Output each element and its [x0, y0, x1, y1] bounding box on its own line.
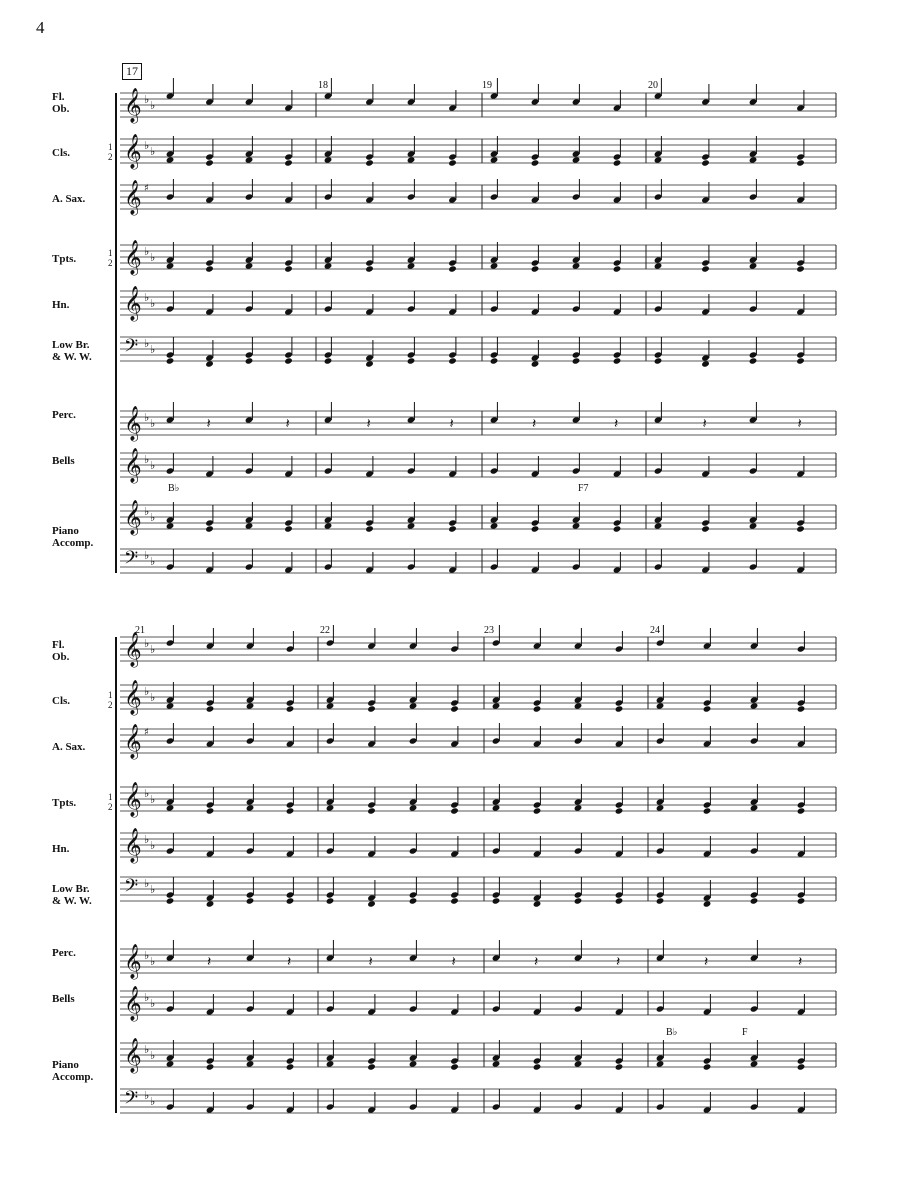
note-head: [326, 897, 335, 904]
chord-symbol: B♭: [168, 483, 180, 494]
flat-icon: ♭: [144, 291, 150, 304]
note-head: [286, 807, 295, 814]
note-head: [246, 804, 255, 811]
note-head: [750, 1060, 759, 1067]
note-head: [750, 897, 759, 904]
note-head: [701, 265, 710, 272]
voice-number: 2: [108, 152, 113, 162]
note-head: [750, 702, 759, 709]
note-head: [703, 1063, 712, 1070]
page-number: 4: [36, 18, 45, 37]
flat-icon: ♭: [150, 955, 156, 968]
note-head: [407, 357, 416, 364]
note-head: [572, 156, 581, 163]
voice-number: 2: [108, 258, 113, 268]
note-head: [615, 807, 624, 814]
instrument-label-piano: Piano Accomp.: [52, 525, 94, 549]
note-head: [572, 357, 581, 364]
note-head: [703, 900, 712, 907]
quarter-rest-icon: 𝄽: [616, 954, 621, 970]
flat-icon: ♭: [144, 549, 150, 562]
note-head: [531, 265, 540, 272]
note-head: [492, 804, 501, 811]
note-head: [701, 525, 710, 532]
notation-system-1: [0, 55, 900, 585]
note-head: [797, 807, 806, 814]
note-head: [450, 897, 459, 904]
note-head: [613, 357, 622, 364]
note-head: [490, 262, 499, 269]
note-head: [749, 357, 758, 364]
note-head: [531, 159, 540, 166]
bass-clef-icon: 𝄢: [124, 548, 139, 573]
flat-icon: ♭: [144, 505, 150, 518]
flat-icon: ♭: [144, 637, 150, 650]
note-head: [205, 525, 214, 532]
note-head: [574, 702, 583, 709]
note-head: [574, 804, 583, 811]
note-head: [407, 262, 416, 269]
measure-number: 18: [318, 80, 328, 91]
voice-number: 2: [108, 802, 113, 812]
flat-icon: ♭: [144, 991, 150, 1004]
note-head: [365, 265, 374, 272]
voice-number: 1: [108, 142, 113, 152]
note-head: [656, 804, 665, 811]
flat-icon: ♭: [144, 93, 150, 106]
note-head: [796, 265, 805, 272]
flat-icon: ♭: [150, 343, 156, 356]
quarter-rest-icon: 𝄽: [366, 416, 371, 432]
note-head: [654, 522, 663, 529]
sharp-icon: ♯: [144, 727, 149, 738]
flat-icon: ♭: [150, 1049, 156, 1062]
treble-clef-icon: 𝄞: [124, 828, 142, 863]
note-head: [407, 156, 416, 163]
note-head: [656, 1060, 665, 1067]
note-head: [796, 357, 805, 364]
note-head: [205, 265, 214, 272]
note-head: [367, 807, 376, 814]
quarter-rest-icon: 𝄽: [534, 954, 539, 970]
measure-number: 19: [482, 80, 492, 91]
note-head: [166, 897, 175, 904]
note-head: [533, 900, 542, 907]
quarter-rest-icon: 𝄽: [285, 416, 290, 432]
note-head: [166, 357, 175, 364]
quarter-rest-icon: 𝄽: [206, 416, 211, 432]
note-head: [166, 156, 175, 163]
treble-clef-icon: 𝄞: [124, 724, 142, 759]
flat-icon: ♭: [144, 139, 150, 152]
note-head: [245, 262, 254, 269]
treble-clef-icon: 𝄞: [124, 944, 142, 979]
quarter-rest-icon: 𝄽: [798, 954, 803, 970]
note-head: [206, 900, 215, 907]
note-head: [615, 897, 624, 904]
flat-icon: ♭: [150, 555, 156, 568]
flat-icon: ♭: [150, 997, 156, 1010]
note-head: [246, 702, 255, 709]
flat-icon: ♭: [150, 459, 156, 472]
measure-number: 23: [484, 625, 494, 636]
note-head: [533, 807, 542, 814]
note-head: [206, 807, 215, 814]
rehearsal-mark: 17: [122, 63, 142, 80]
instrument-label-alto-sax: A. Sax.: [52, 193, 86, 205]
instrument-label-low-brass: Low Br. & W. W.: [52, 883, 92, 907]
flat-icon: ♭: [150, 691, 156, 704]
score-system-2: [0, 615, 900, 1135]
instrument-label-low-brass: Low Br. & W. W.: [52, 339, 92, 363]
note-head: [490, 156, 499, 163]
note-head: [284, 265, 293, 272]
note-head: [205, 360, 214, 367]
treble-clef-icon: 𝄞: [124, 1038, 142, 1073]
note-head: [166, 804, 175, 811]
note-head: [450, 807, 459, 814]
flat-icon: ♭: [150, 643, 156, 656]
flat-icon: ♭: [150, 251, 156, 264]
note-head: [286, 705, 295, 712]
note-head: [531, 525, 540, 532]
quarter-rest-icon: 𝄽: [702, 416, 707, 432]
note-head: [284, 159, 293, 166]
note-head: [365, 525, 374, 532]
note-head: [324, 357, 333, 364]
note-head: [409, 897, 418, 904]
note-head: [654, 357, 663, 364]
note-head: [701, 360, 710, 367]
chord-symbol: B♭: [666, 1027, 678, 1038]
note-head: [490, 357, 499, 364]
note-head: [166, 522, 175, 529]
note-head: [796, 159, 805, 166]
quarter-rest-icon: 𝄽: [449, 416, 454, 432]
note-head: [367, 900, 376, 907]
flat-icon: ♭: [144, 877, 150, 890]
flat-icon: ♭: [144, 949, 150, 962]
note-head: [749, 522, 758, 529]
instrument-label-flute-oboe: Fl. Ob.: [52, 91, 70, 115]
treble-clef-icon: 𝄞: [124, 240, 142, 275]
instrument-label-percussion: Perc.: [52, 409, 76, 421]
note-head: [324, 522, 333, 529]
instrument-label-percussion: Perc.: [52, 947, 76, 959]
note-head: [367, 1063, 376, 1070]
quarter-rest-icon: 𝄽: [704, 954, 709, 970]
note-head: [703, 705, 712, 712]
note-head: [409, 1060, 418, 1067]
note-head: [654, 262, 663, 269]
note-head: [656, 702, 665, 709]
treble-clef-icon: 𝄞: [124, 286, 142, 321]
note-head: [166, 1060, 175, 1067]
note-head: [365, 360, 374, 367]
instrument-label-bells: Bells: [52, 993, 75, 1005]
note-head: [615, 1063, 624, 1070]
instrument-label-clarinets: Cls.: [52, 147, 71, 159]
instrument-label-alto-sax: A. Sax.: [52, 741, 86, 753]
note-head: [701, 159, 710, 166]
flat-icon: ♭: [150, 883, 156, 896]
flat-icon: ♭: [150, 145, 156, 158]
note-head: [613, 525, 622, 532]
bass-clef-icon: 𝄢: [124, 336, 139, 361]
note-head: [326, 702, 335, 709]
note-head: [797, 705, 806, 712]
flat-icon: ♭: [150, 793, 156, 806]
note-head: [533, 1063, 542, 1070]
instrument-label-bells: Bells: [52, 455, 75, 467]
measure-number: 20: [648, 80, 658, 91]
treble-clef-icon: 𝄞: [124, 448, 142, 483]
note-head: [324, 262, 333, 269]
note-head: [367, 705, 376, 712]
note-head: [284, 357, 293, 364]
note-head: [365, 159, 374, 166]
instrument-label-horn: Hn.: [52, 299, 70, 311]
note-head: [450, 705, 459, 712]
note-head: [245, 522, 254, 529]
voice-number: 1: [108, 690, 113, 700]
note-head: [703, 807, 712, 814]
note-head: [654, 156, 663, 163]
note-head: [574, 1060, 583, 1067]
treble-clef-icon: 𝄞: [124, 180, 142, 215]
flat-icon: ♭: [144, 787, 150, 800]
treble-clef-icon: 𝄞: [124, 782, 142, 817]
quarter-rest-icon: 𝄽: [287, 954, 292, 970]
note-head: [448, 159, 457, 166]
note-head: [326, 804, 335, 811]
note-head: [205, 159, 214, 166]
note-head: [613, 265, 622, 272]
flat-icon: ♭: [144, 1089, 150, 1102]
quarter-rest-icon: 𝄽: [207, 954, 212, 970]
treble-clef-icon: 𝄞: [124, 88, 142, 123]
note-head: [326, 1060, 335, 1067]
quarter-rest-icon: 𝄽: [451, 954, 456, 970]
note-head: [286, 897, 295, 904]
note-head: [572, 262, 581, 269]
flat-icon: ♭: [144, 411, 150, 424]
measure-number: 24: [650, 625, 660, 636]
treble-clef-icon: 𝄞: [124, 406, 142, 441]
flat-icon: ♭: [150, 1095, 156, 1108]
note-head: [245, 357, 254, 364]
flat-icon: ♭: [144, 245, 150, 258]
note-head: [797, 1063, 806, 1070]
note-head: [206, 705, 215, 712]
voice-number: 1: [108, 792, 113, 802]
voice-number: 2: [108, 700, 113, 710]
note-head: [613, 159, 622, 166]
treble-clef-icon: 𝄞: [124, 632, 142, 667]
voice-number: 1: [108, 248, 113, 258]
instrument-label-flute-oboe: Fl. Ob.: [52, 639, 70, 663]
note-head: [166, 702, 175, 709]
instrument-label-trumpets: Tpts.: [52, 797, 77, 809]
flat-icon: ♭: [150, 99, 156, 112]
note-head: [574, 897, 583, 904]
chord-symbol: F7: [578, 483, 589, 494]
note-head: [656, 897, 665, 904]
flat-icon: ♭: [150, 297, 156, 310]
instrument-label-horn: Hn.: [52, 843, 70, 855]
quarter-rest-icon: 𝄽: [614, 416, 619, 432]
note-head: [284, 525, 293, 532]
flat-icon: ♭: [144, 337, 150, 350]
note-head: [615, 705, 624, 712]
note-head: [407, 522, 416, 529]
quarter-rest-icon: 𝄽: [532, 416, 537, 432]
treble-clef-icon: 𝄞: [124, 680, 142, 715]
chord-symbol: F: [742, 1027, 748, 1038]
note-head: [409, 702, 418, 709]
note-head: [324, 156, 333, 163]
score-system-1: [0, 55, 900, 585]
note-head: [490, 522, 499, 529]
note-head: [166, 262, 175, 269]
flat-icon: ♭: [144, 685, 150, 698]
note-head: [409, 804, 418, 811]
note-head: [246, 897, 255, 904]
note-head: [749, 262, 758, 269]
instrument-label-clarinets: Cls.: [52, 695, 71, 707]
measure-number: 22: [320, 625, 330, 636]
note-head: [796, 525, 805, 532]
note-head: [492, 702, 501, 709]
measure-number: 21: [135, 625, 145, 636]
note-head: [246, 1060, 255, 1067]
bass-clef-icon: 𝄢: [124, 876, 139, 901]
flat-icon: ♭: [150, 511, 156, 524]
treble-clef-icon: 𝄞: [124, 500, 142, 535]
note-head: [572, 522, 581, 529]
notation-system-2: [0, 615, 900, 1135]
note-head: [448, 525, 457, 532]
treble-clef-icon: 𝄞: [124, 986, 142, 1021]
instrument-label-piano: Piano Accomp.: [52, 1059, 94, 1083]
note-head: [245, 156, 254, 163]
note-head: [531, 360, 540, 367]
bass-clef-icon: 𝄢: [124, 1088, 139, 1113]
sharp-icon: ♯: [144, 183, 149, 194]
flat-icon: ♭: [144, 833, 150, 846]
note-head: [492, 1060, 501, 1067]
flat-icon: ♭: [144, 453, 150, 466]
note-head: [749, 156, 758, 163]
note-head: [448, 357, 457, 364]
treble-clef-icon: 𝄞: [124, 134, 142, 169]
note-head: [533, 705, 542, 712]
note-head: [448, 265, 457, 272]
note-head: [797, 897, 806, 904]
note-head: [286, 1063, 295, 1070]
quarter-rest-icon: 𝄽: [368, 954, 373, 970]
note-head: [750, 804, 759, 811]
flat-icon: ♭: [150, 417, 156, 430]
note-head: [206, 1063, 215, 1070]
flat-icon: ♭: [144, 1043, 150, 1056]
flat-icon: ♭: [150, 839, 156, 852]
quarter-rest-icon: 𝄽: [797, 416, 802, 432]
note-head: [450, 1063, 459, 1070]
instrument-label-trumpets: Tpts.: [52, 253, 77, 265]
note-head: [492, 897, 501, 904]
